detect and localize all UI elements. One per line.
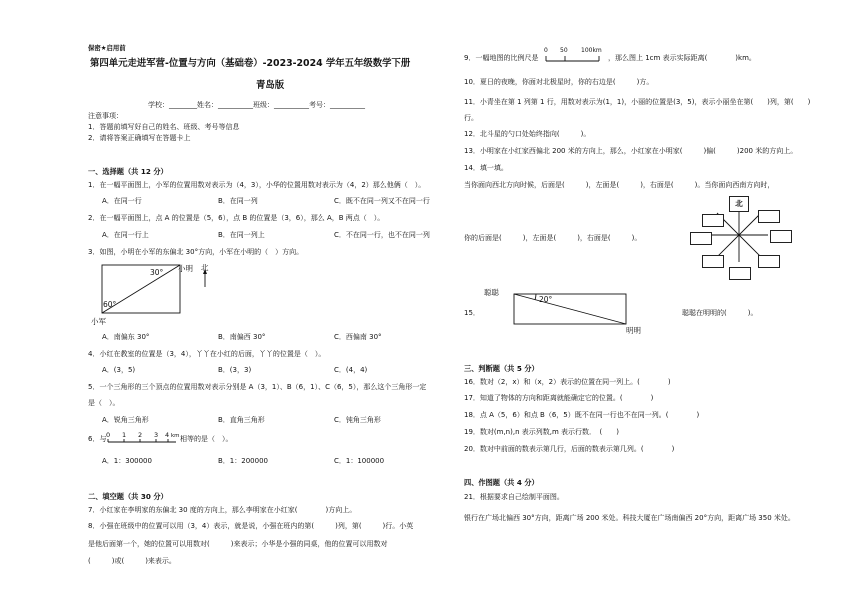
compass-box-s (729, 267, 751, 280)
question-17: 17．知道了物体的方向和距离就能确定它的位置。( ) (464, 394, 654, 402)
angle-30-label: 30° (150, 268, 164, 277)
option-c: C．西偏南 30° (334, 333, 382, 341)
question-3-options (102, 333, 382, 342)
scale-label: 2 (138, 431, 143, 439)
scale-label: 1 (122, 431, 127, 439)
option-b: B．直角三角形 (218, 416, 265, 424)
compass-box-nw (702, 214, 724, 227)
page-title-line2: 青岛版 (256, 80, 285, 91)
option-c: C．(4，4) (334, 366, 368, 374)
question-1-options (102, 197, 430, 206)
section-heading-choice: 一、选择题（共 12 分） (88, 167, 168, 176)
notes-heading: 注意事项： (88, 112, 123, 120)
q15-diagonal (514, 294, 626, 324)
option-b: B．在同一列上 (218, 231, 265, 239)
note-item: 2．请将答案正确填写在答题卡上 (88, 134, 191, 142)
q3-direction-figure (86, 260, 226, 330)
question-14: 14．填一填。 (464, 164, 508, 172)
angle-60-label: 60° (103, 300, 117, 309)
scale-label: 4 (165, 431, 170, 439)
question-2-options (102, 231, 430, 240)
question-15-text: 聪聪在明明的( )。 (682, 309, 758, 317)
question-11-cont: 行。 (464, 114, 478, 122)
question-9-prefix: 9．一幅地图的比例尺是 (464, 54, 539, 62)
question-16: 16．数对（2，x）和（x，2）表示的位置在同一列上。( ) (464, 378, 671, 386)
question-1: 1．在一幅平面图上，小军的位置用数对表示为（4，3），小华的位置用数对表示为（4，2）那么他俩（ ）。 (88, 181, 426, 189)
question-14-text: 当你面向西北方向时候，后面是( )，左面是( )，右面是( )。当你面向西南方向时， (464, 181, 775, 189)
q15-angle-arc (535, 294, 536, 300)
question-4: 4．小红在教室的位置是（3，4），丫丫在小红的后面，丫丫的位置是（ ）。 (88, 350, 326, 358)
section-heading-fill: 二、填空题（共 30 分） (88, 492, 168, 501)
question-5-cont: 是（ ）。 (88, 399, 120, 407)
mingming-label: 明明 (626, 326, 641, 335)
question-5: 5．一个三角形的三个顶点的位置用数对表示分别是 A（3，1）、B（6，1）、C（6，5），那么这个三角形一定 (88, 383, 427, 391)
scale-label: 100km (581, 47, 602, 54)
north-label: 北 (201, 263, 209, 272)
question-6-suffix: 相等的是（ ）。 (180, 435, 233, 443)
compass-box-north: 北 (729, 196, 749, 212)
question-8: 8．小强在班级中的位置可以用（3，4）表示，就是说，小强在班内的第( )列，第( )行。小英 (88, 522, 414, 530)
question-21-cont: 银行在广场北偏西 30°方向，距离广场 200 米处。科技大厦在广场南偏西 20°方向，距离广场 350 米处。 (464, 514, 795, 522)
option-c: C．不在同一行，也不在同一列 (334, 231, 430, 239)
xiaoming-label: 小明 (178, 264, 193, 273)
compass-box-e (770, 230, 792, 243)
question-8-cont: 是他后面第一个，她的位置可以用数对( )来表示；小华是小强的同桌，他的位置可以用数对 (88, 540, 388, 548)
scale-label: 3 (154, 431, 159, 439)
secret-label: 保密★启用前 (88, 44, 126, 52)
section-heading-draw: 四、作图题（共 4 分） (464, 478, 539, 487)
question-19: 19．数对(m,n),n 表示列数,m 表示行数． ( ) (464, 428, 619, 436)
question-20: 20．数对中前面的数表示第几行，后面的数表示第几列。( ) (464, 445, 675, 453)
q15-direction-figure (484, 285, 664, 337)
scale-label: 0 (544, 47, 548, 54)
question-11: 11．小青坐在第 1 列第 1 行，用数对表示为(1，1)，小丽的位置是(3，5)，表示小丽坐在第( )列，第( ) (464, 98, 811, 106)
student-info-line: 学校：________姓名：__________班级：__________考号：__________ (148, 101, 365, 109)
question-15-number: 15． (464, 309, 480, 317)
option-b: B．南偏西 30° (218, 333, 266, 341)
question-13: 13．小明家在小红家西偏北 200 米的方向上，那么，小红家在小明家( )偏( )200 米的方向上。 (464, 147, 798, 155)
question-2: 2．在一幅平面图上，点 A 的位置是（5，6），点 B 的位置是（3，6），那么 A，B 两点（ ）。 (88, 214, 385, 222)
option-a: A．在同一行上 (102, 231, 149, 239)
angle-20-label: 20° (539, 295, 553, 304)
question-9-suffix: ，那么图上 1cm 表示实际距离( )km。 (608, 54, 756, 62)
option-a: A．在同一行 (102, 197, 142, 205)
q9-scale-bar (541, 44, 607, 66)
compass-box-sw (702, 255, 724, 268)
question-7: 7．小红家在李明家的东偏北 30 度的方向上，那么李明家在小红家( )方向上。 (88, 506, 357, 514)
question-8-cont2: ( )或( )来表示。 (88, 557, 176, 565)
question-18: 18．点 A（5，6）和点 B（6，5）既不在同一行也不在同一列。( ) (464, 411, 700, 419)
option-c: C．1：100000 (334, 457, 385, 465)
question-6-options (102, 457, 384, 466)
question-21: 21．根据要求自己绘制平面图。 (464, 493, 564, 501)
option-a: A．1：300000 (102, 457, 152, 465)
question-4-options (102, 366, 367, 375)
question-12: 12．北斗星的勺口处始终指向( )。 (464, 130, 591, 138)
question-5-options (102, 416, 381, 425)
question-10: 10．夏日的夜晚，你面对北极星时，你的右边是( )方。 (464, 78, 654, 86)
option-c: C．钝角三角形 (334, 416, 381, 424)
option-b: B．在同一列 (218, 197, 258, 205)
option-a: A．锐角三角形 (102, 416, 149, 424)
option-b: B．1：200000 (218, 457, 268, 465)
option-a: A．(3，5) (102, 366, 136, 374)
page-title: 第四单元走进军营-位置与方向（基础卷）-2023-2024 学年五年级数学下册 (90, 58, 411, 69)
option-b: B．(3，3) (218, 366, 252, 374)
q6-scale-bar (104, 429, 184, 449)
question-6-prefix: 6．与 (88, 435, 107, 443)
scale-unit: km (171, 433, 180, 439)
compass-box-w (690, 232, 712, 245)
question-3: 3．如图，小明在小军的东偏北 30°方向，小军在小明的（ ）方向。 (88, 248, 304, 256)
compass-box-se (758, 255, 780, 268)
scale-label: 50 (560, 47, 568, 54)
congcong-label: 聪聪 (484, 288, 499, 297)
section-heading-judge: 三、判断题（共 5 分） (464, 364, 539, 373)
option-c: C．既不在同一列又不在同一行 (334, 197, 430, 205)
xiaojun-label: 小军 (91, 317, 106, 326)
question-14-text2: 你的后面是( )，左面是( )，右面是( )。 (464, 234, 642, 242)
compass-box-ne (758, 210, 780, 223)
note-item: 1．答题前填写好自己的姓名、班级、考号等信息 (88, 123, 240, 131)
option-a: A．南偏东 30° (102, 333, 150, 341)
scale-label: 0 (106, 431, 111, 439)
